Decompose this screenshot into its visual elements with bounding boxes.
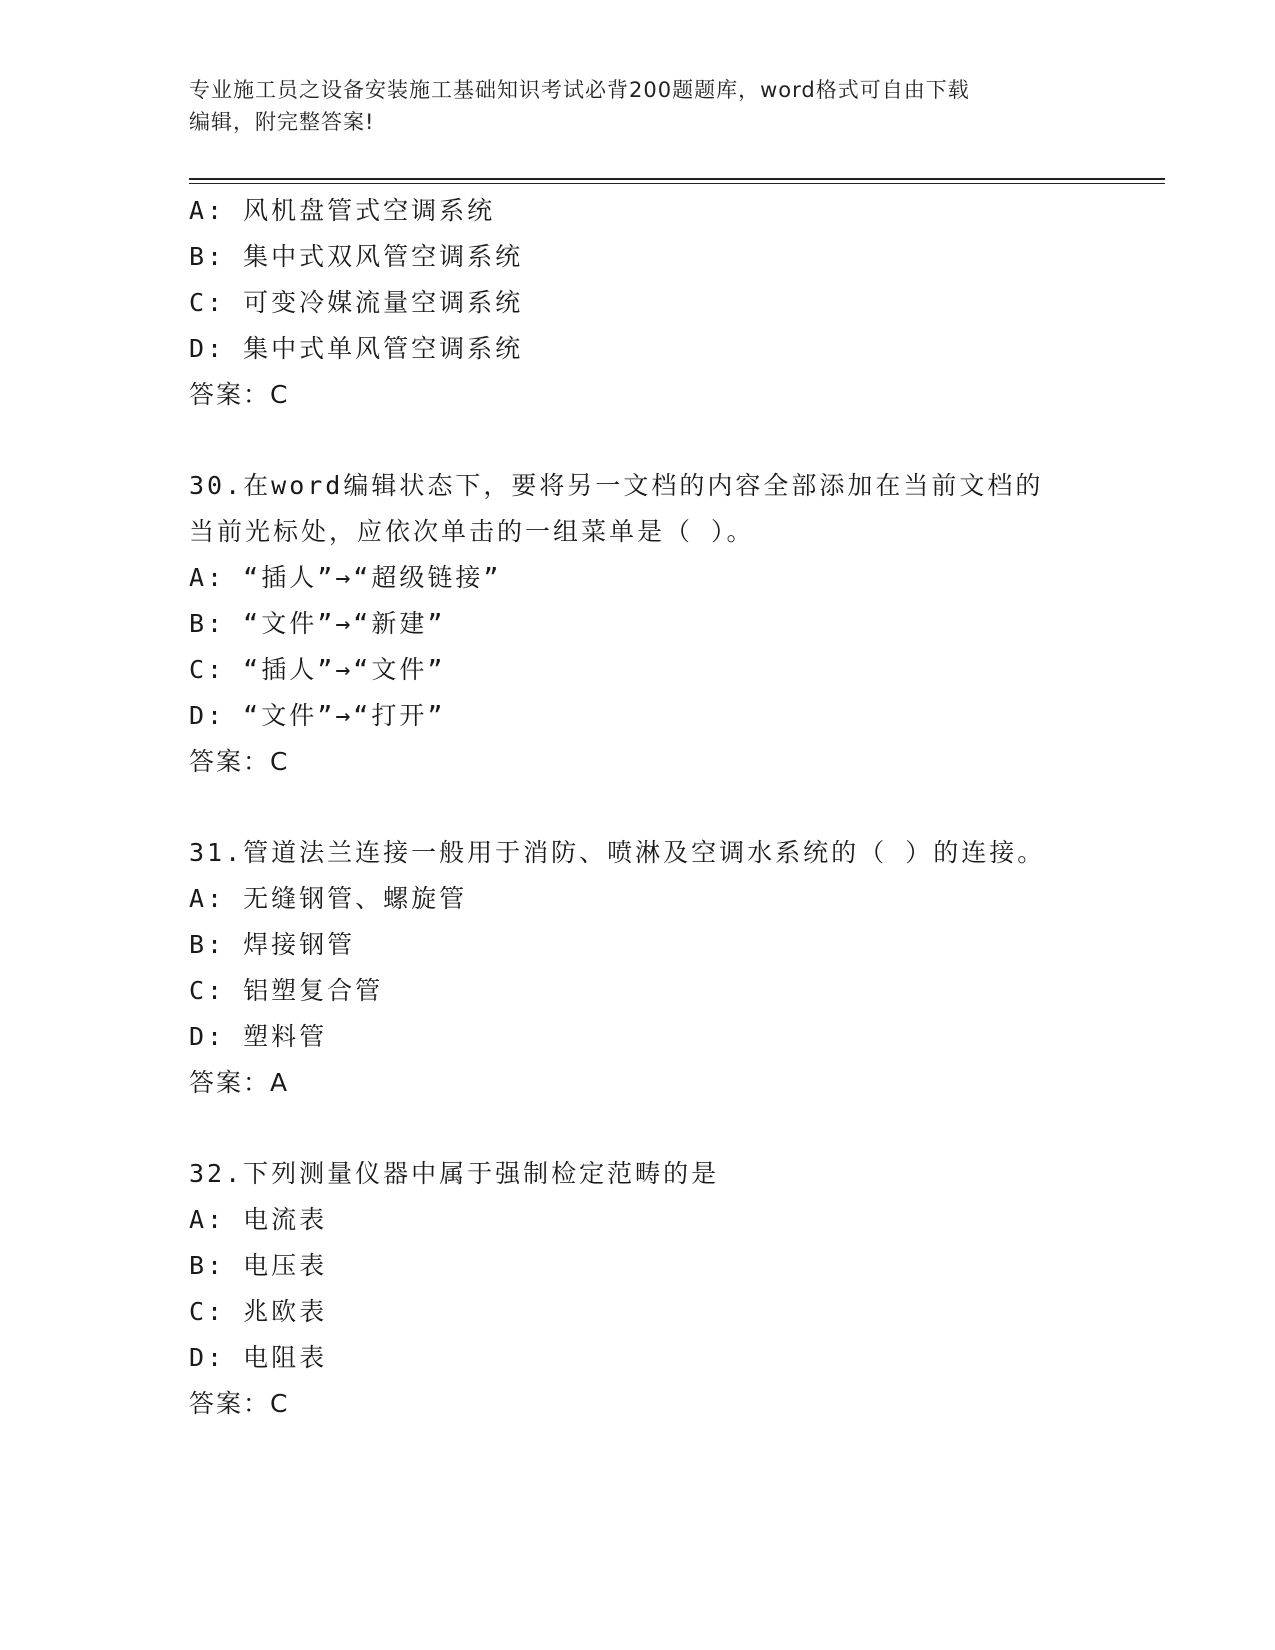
option-c: C: “插人”→“文件” <box>189 655 446 684</box>
option-d: D: “文件”→“打开” <box>189 701 446 730</box>
question-list <box>189 188 1169 1427</box>
option-a: A: 电流表 <box>189 1205 328 1234</box>
question-block-31 <box>189 830 1169 1106</box>
question-block-32 <box>189 1151 1169 1427</box>
header-divider-thin <box>189 183 1165 184</box>
answer-line: 答案：C <box>189 747 290 776</box>
question-text-line-1: 31.管道法兰连接一般用于消防、喷淋及空调水系统的（ ）的连接。 <box>189 838 1046 867</box>
option-d: D: 电阻表 <box>189 1343 328 1372</box>
header-divider-thick <box>189 178 1165 180</box>
block-spacer <box>189 418 1169 463</box>
answer-line: 答案：A <box>189 1068 290 1097</box>
block-spacer <box>189 1106 1169 1151</box>
question-text-line-1: 30.在word编辑状态下，要将另一文档的内容全部添加在当前文档的 <box>189 471 1044 500</box>
option-c: C: 铝塑复合管 <box>189 976 384 1005</box>
option-b: B: 焊接钢管 <box>189 930 356 959</box>
answer-line: 答案：C <box>189 380 290 409</box>
option-a: A: 无缝钢管、螺旋管 <box>189 884 468 913</box>
option-d: D: 塑料管 <box>189 1022 328 1051</box>
option-b: B: 电压表 <box>189 1251 328 1280</box>
option-c: C: 兆欧表 <box>189 1297 328 1326</box>
question-block-30 <box>189 463 1169 785</box>
option-b: B: 集中式双风管空调系统 <box>189 242 524 271</box>
question-text-line-2: 当前光标处，应依次单击的一组菜单是（ ）。 <box>189 517 755 546</box>
document-header <box>189 74 1089 138</box>
question-text-line-1: 32.下列测量仪器中属于强制检定范畴的是 <box>189 1159 720 1188</box>
option-a: A: “插人”→“超级链接” <box>189 563 502 592</box>
option-a: A: 风机盘管式空调系统 <box>189 196 496 225</box>
question-block-29 <box>189 188 1169 418</box>
option-b: B: “文件”→“新建” <box>189 609 446 638</box>
answer-line: 答案：C <box>189 1389 290 1418</box>
option-c: C: 可变冷媒流量空调系统 <box>189 288 524 317</box>
header-line-1: 专业施工员之设备安装施工基础知识考试必背200题题库，word格式可自由下载 <box>189 78 970 102</box>
header-line-2: 编辑，附完整答案! <box>189 110 375 134</box>
option-d: D: 集中式单风管空调系统 <box>189 334 524 363</box>
block-spacer <box>189 785 1169 830</box>
